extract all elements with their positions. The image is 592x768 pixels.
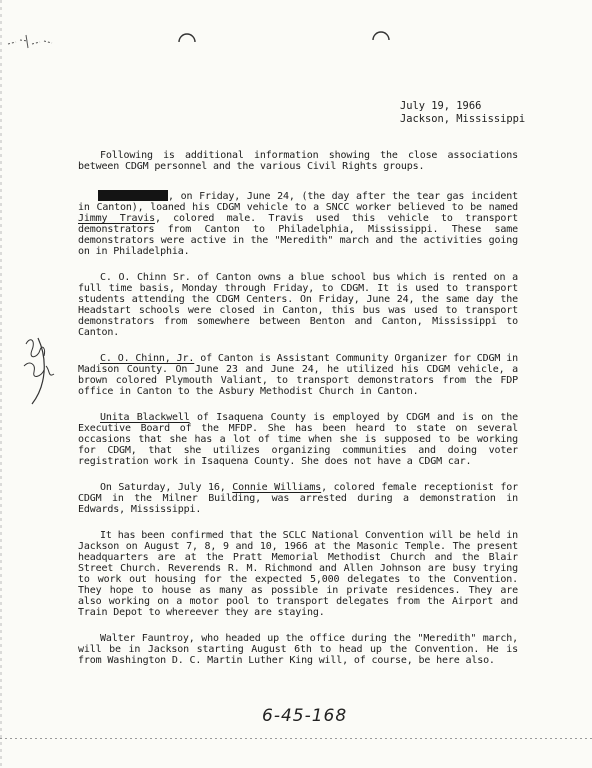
person-name: C. O. Chinn, Jr. [100, 353, 195, 364]
margin-handwriting [18, 330, 78, 410]
person-name: Unita Blackwell [100, 412, 190, 423]
punch-hole-left [176, 30, 198, 52]
paragraph-sclc-convention: It has been confirmed that the SCLC National Convention will be held in Jackson on August 7, 8, 9 and 10, 1966 at the Masonic Temple. The present headquarters are at the Pratt Memorial Methodist Church and the Blair Street Church. Reverends R. M. Richmond and Allen Johnson are busy trying to work out housing for the expected 5,000 delegates to the Convention. They hope to house as many as possible in private residences. They are also working on a motor pool to transport delegates from the Airport and Train Depot to whereever they are staying. [78, 530, 518, 618]
paragraph-school-bus: C. O. Chinn Sr. of Canton owns a blue school bus which is rented on a full time basis, Monday through Friday, to CDGM. It is used to transport students attending the CDGM Centers. On Friday, June 24, the same day the Headstart schools were closed in Canton, this bus was used to transport demonstrators from somewhere between Benton and Canton, Mississippi to Canton. [78, 272, 518, 338]
paragraph-williams: On Saturday, July 16, Connie Williams, colored female receptionist for CDGM in the Milner Building, was arrested during a demonstration in Edwards, Mississippi. [78, 482, 518, 515]
paragraph-chinn-jr: C. O. Chinn, Jr. of Canton is Assistant Community Organizer for CDGM in Madison County. On June 23 and June 24, he utilized his CDGM vehicle, a brown colored Plymouth Valiant, to transport demonstrators from the FDP office in Canton to the Asbury Methodist Church in Canton. [78, 353, 518, 397]
date-block [400, 100, 570, 126]
corner-scribble [6, 32, 56, 52]
redaction-block [98, 190, 168, 201]
paragraph-fauntroy: Walter Fauntroy, who headed up the office during the "Meredith" march, will be in Jackson starting August 6th to head up the Convention. He is from Washington D. C. Martin Luther King will, of course, be here also. [78, 633, 518, 666]
person-name: Connie Williams [232, 482, 322, 493]
punch-hole-right [370, 28, 392, 50]
document-place: Jackson, Mississippi [400, 113, 526, 125]
paragraph-vehicle-loan: , on Friday, June 24, (the day after the tear gas incident in Canton), loaned his CDGM vehicle to a SNCC worker believed to be named Jimmy Travis, colored male. Travis used this vehicle to transport demonstrators from Canton to Philadelphia, Mississippi. These same demonstrators were active in the "Meredith" march and the activities going on in Philadelphia. [78, 191, 518, 257]
document-date: July 19, 1966 [400, 100, 482, 112]
file-number-handwritten: 6-45-168 [262, 706, 348, 726]
person-name: Jimmy Travis [78, 213, 155, 224]
paragraph-intro: Following is additional information showing the close associations between CDGM personnel and the various Civil Rights groups. [78, 150, 518, 172]
document-body [78, 150, 518, 681]
scan-edge-line [0, 738, 592, 739]
paragraph-blackwell: Unita Blackwell of Isaquena County is employed by CDGM and is on the Executive Board of the MFDP. She has been heard to state on several occasions that she has a lot of time when she is supposed to be working for CDGM, that she utilizes organizing communities and doing voter registration work in Isaquena County. She does not have a CDGM car. [78, 412, 518, 467]
